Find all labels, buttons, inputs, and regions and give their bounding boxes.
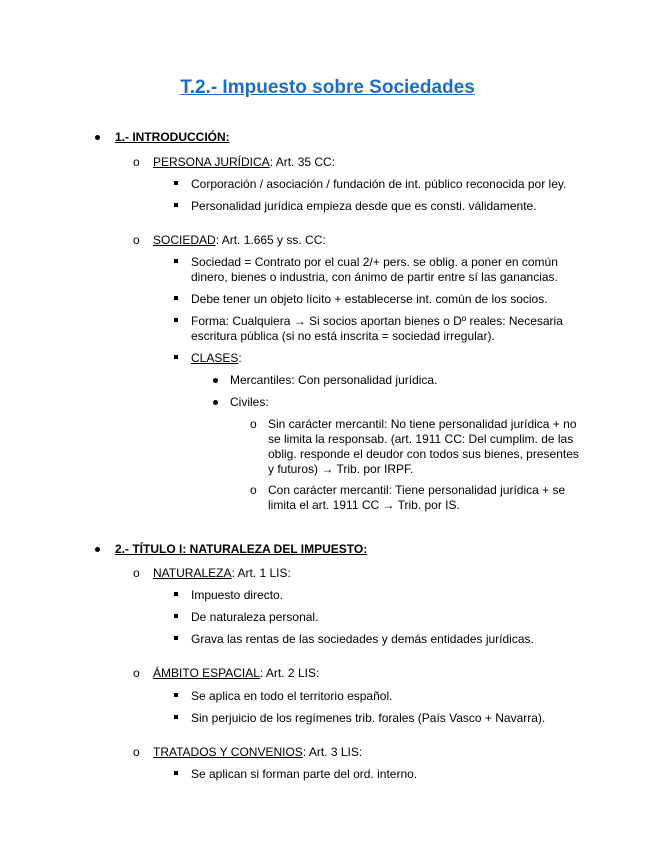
list-item: Mercantiles: Con personalidad jurídica. bbox=[230, 373, 438, 387]
list-item-line: Sociedad = Contrato por el cual 2/+ pers. se oblig. a poner en común bbox=[191, 255, 558, 269]
circle-bullet-icon: o bbox=[133, 233, 140, 247]
section-heading-titulo-i: 2.- TÍTULO I: NATURALEZA DEL IMPUESTO: bbox=[115, 542, 368, 556]
square-bullet-icon bbox=[174, 181, 178, 185]
list-item: Civiles: bbox=[230, 395, 269, 409]
circle-bullet-icon: o bbox=[250, 483, 257, 497]
subheading-label: ÁMBITO ESPACIAL bbox=[153, 666, 260, 680]
bullet-icon bbox=[95, 135, 100, 140]
square-bullet-icon bbox=[174, 318, 178, 322]
subheading-label: NATURALEZA bbox=[153, 566, 232, 580]
subheading-ref: : Art. 2 LIS: bbox=[259, 666, 320, 680]
square-bullet-icon bbox=[174, 614, 178, 618]
list-item-line: dinero, bienes o industria, con ánimo de partir entre sí las ganancias. bbox=[191, 270, 558, 284]
subheading-tratados-convenios bbox=[153, 745, 362, 760]
list-item: Se aplican si forman parte del ord. interno. bbox=[191, 767, 418, 781]
subheading-label: PERSONA JURÍDICA bbox=[153, 155, 270, 169]
circle-bullet-icon: o bbox=[133, 155, 140, 169]
list-item: Grava las rentas de las sociedades y demás entidades jurídicas. bbox=[191, 632, 534, 646]
list-item: Debe tener un objeto lícito + establecerse int. común de los socios. bbox=[191, 292, 548, 306]
list-item-line: oblig. responde el deudor con todos sus bienes, presentes bbox=[268, 447, 579, 461]
subheading-label: SOCIEDAD bbox=[153, 233, 216, 247]
subheading-ref: : Art. 3 LIS: bbox=[302, 745, 363, 759]
list-item-line: y futuros) → Trib. por IRPF. bbox=[268, 462, 414, 476]
subheading-sociedad bbox=[153, 233, 326, 248]
list-item: Sin perjuicio de los regímenes trib. forales (País Vasco + Navarra). bbox=[191, 711, 546, 725]
list-item-line: escritura pública (si no está inscrita = sociedad irregular). bbox=[191, 329, 495, 343]
list-item: Corporación / asociación / fundación de int. público reconocida por ley. bbox=[191, 177, 567, 191]
section-heading-introduccion: 1.- INTRODUCCIÓN: bbox=[115, 130, 230, 144]
square-bullet-icon bbox=[174, 203, 178, 207]
subheading-ambito-espacial bbox=[153, 666, 319, 681]
clases-label: CLASES bbox=[191, 351, 239, 365]
list-item-line: limita el art. 1911 CC → Trib. por IS. bbox=[268, 498, 460, 512]
bullet-icon bbox=[213, 378, 218, 383]
list-item-line: se limita la responsab. (art. 1911 CC: Del cumplim. de las bbox=[268, 432, 574, 446]
list-item: Se aplica en todo el territorio español. bbox=[191, 689, 393, 703]
square-bullet-icon bbox=[174, 693, 178, 697]
list-item: Personalidad jurídica empieza desde que es consti. válidamente. bbox=[191, 199, 537, 213]
square-bullet-icon bbox=[174, 296, 178, 300]
list-item: De naturaleza personal. bbox=[191, 610, 319, 624]
circle-bullet-icon: o bbox=[133, 745, 140, 759]
subheading-persona-juridica bbox=[153, 155, 335, 170]
list-item-line: Sin carácter mercantil: No tiene personalidad jurídica + no bbox=[268, 417, 577, 431]
circle-bullet-icon: o bbox=[133, 566, 140, 580]
circle-bullet-icon: o bbox=[250, 417, 257, 431]
square-bullet-icon bbox=[174, 355, 178, 359]
square-bullet-icon bbox=[174, 259, 178, 263]
square-bullet-icon bbox=[174, 715, 178, 719]
bullet-icon bbox=[213, 400, 218, 405]
subheading-ref: : Art. 35 CC: bbox=[269, 155, 336, 169]
clases-heading: CLASES: bbox=[191, 351, 242, 365]
list-item-line: Con carácter mercantil: Tiene personalidad jurídica + se bbox=[268, 483, 566, 497]
square-bullet-icon bbox=[174, 636, 178, 640]
list-item: Impuesto directo. bbox=[191, 588, 284, 602]
circle-bullet-icon: o bbox=[133, 666, 140, 680]
square-bullet-icon bbox=[174, 771, 178, 775]
subheading-ref: : Art. 1 LIS: bbox=[231, 566, 291, 580]
subheading-naturaleza bbox=[153, 566, 291, 581]
square-bullet-icon bbox=[174, 592, 178, 596]
page-title: T.2.- Impuesto sobre Sociedades bbox=[180, 77, 475, 98]
subheading-ref: : Art. 1.665 y ss. CC: bbox=[215, 233, 326, 247]
subheading-label: TRATADOS Y CONVENIOS bbox=[153, 745, 303, 759]
list-item-line: Forma: Cualquiera → Si socios aportan bienes o Dº reales: Necesaria bbox=[191, 314, 563, 328]
bullet-icon bbox=[95, 547, 100, 552]
